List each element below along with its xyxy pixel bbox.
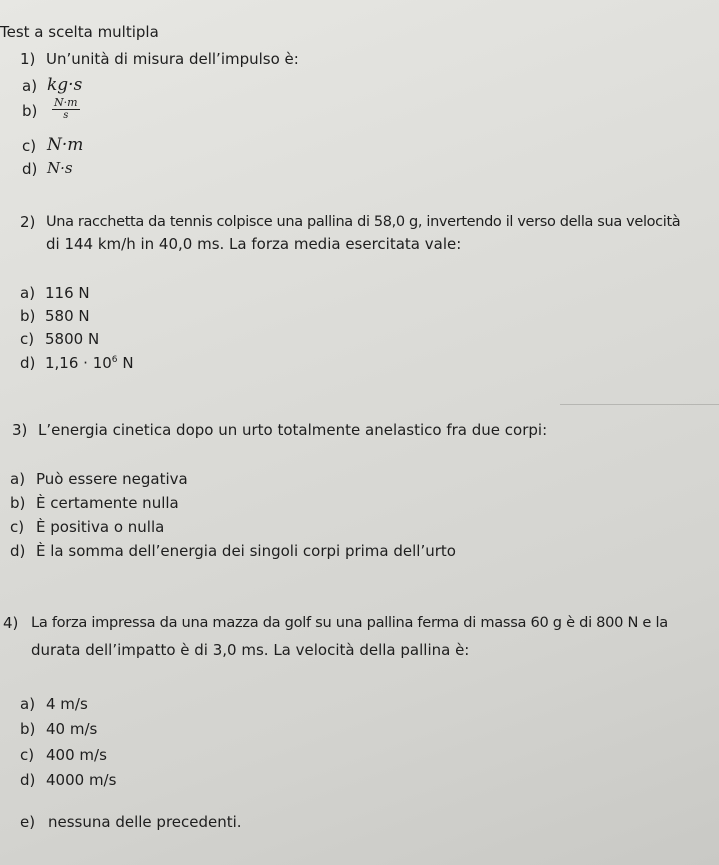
q1-option-c-text: N·m [47, 135, 84, 155]
q4-option-d-text: 4000 m/s [46, 771, 117, 789]
q2-option-b-text: 580 N [45, 307, 90, 325]
q1-option-b-letter: b) [22, 102, 38, 120]
q3-number: 3) [12, 421, 28, 439]
q4-line1: La forza impressa da una mazza da golf su una pallina ferma di massa 60 g è di 800 N e la [31, 614, 668, 631]
q2-number: 2) [20, 213, 36, 231]
q1-option-d-letter: d) [22, 160, 38, 178]
q3-option-b-text: È certamente nulla [36, 494, 179, 512]
q4-line2: durata dell’impatto è di 3,0 ms. La velocità della pallina è: [31, 641, 470, 659]
q2-option-d-letter: d) [20, 354, 36, 372]
q1-option-b-denominator: s [63, 110, 69, 121]
q2-option-a-letter: a) [20, 284, 36, 302]
q3-option-d-text: È la somma dell’energia dei singoli corpi prima dell’urto [36, 542, 456, 560]
q1-option-a-text: kg·s [47, 75, 83, 95]
q3-option-c-letter: c) [10, 518, 25, 536]
divider [560, 404, 719, 405]
q2-option-d-unit: N [122, 354, 134, 372]
q4-option-b-letter: b) [20, 720, 36, 738]
q3-option-b-letter: b) [10, 494, 26, 512]
q1-option-d-text: N·s [47, 159, 73, 177]
q1-option-b-numerator: N·m [54, 96, 78, 109]
q2-option-d-text [45, 354, 134, 372]
q3-option-a-letter: a) [10, 470, 26, 488]
q2-option-a-text: 116 N [45, 284, 90, 302]
q2-line2: di 144 km/h in 40,0 ms. La forza media esercitata vale: [46, 235, 462, 253]
q2-option-b-letter: b) [20, 307, 36, 325]
q2-option-d-base: 1,16 · 10 [45, 354, 112, 372]
q3-option-d-letter: d) [10, 542, 26, 560]
q4-option-e-letter: e) [20, 813, 36, 831]
q1-option-b-fraction [52, 97, 80, 121]
q1-option-a-letter: a) [22, 77, 38, 95]
q4-option-e-text: nessuna delle precedenti. [48, 813, 242, 831]
q2-option-d-exponent: 6 [111, 355, 118, 365]
q1-text: Un’unità di misura dell’impulso è: [46, 50, 299, 68]
q4-option-a-letter: a) [20, 695, 36, 713]
q2-option-c-letter: c) [20, 330, 35, 348]
page-title: Test a scelta multipla [0, 23, 159, 41]
q4-number: 4) [3, 614, 19, 632]
q4-option-b-text: 40 m/s [46, 720, 98, 738]
q1-option-c-letter: c) [22, 137, 37, 155]
q3-text: L’energia cinetica dopo un urto totalmente anelastico fra due corpi: [38, 421, 548, 439]
q3-option-c-text: È positiva o nulla [36, 518, 165, 536]
q3-option-a-text: Può essere negativa [36, 470, 188, 488]
q4-option-c-letter: c) [20, 746, 35, 764]
q2-option-c-text: 5800 N [45, 330, 100, 348]
q4-option-d-letter: d) [20, 771, 36, 789]
q4-option-c-text: 400 m/s [46, 746, 107, 764]
q2-line1: Una racchetta da tennis colpisce una pallina di 58,0 g, invertendo il verso della sua velocità [46, 214, 681, 230]
q4-option-a-text: 4 m/s [46, 695, 88, 713]
q1-number: 1) [20, 50, 36, 68]
